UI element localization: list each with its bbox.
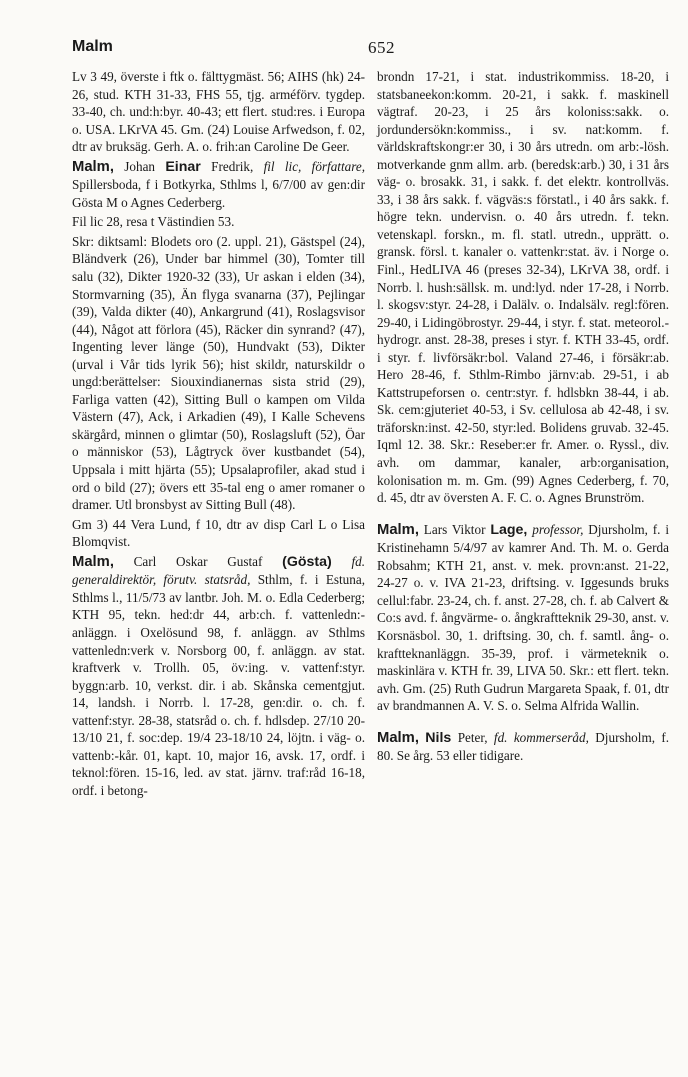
page-header: [72, 38, 664, 62]
spacer: [377, 715, 669, 729]
entry-given-names: Carl Oskar Gustaf: [133, 553, 263, 569]
entry-body: Djursholm, f. 80. Se årg. 53 eller tidigare.: [377, 729, 670, 764]
entry-einar-malm: [72, 158, 365, 212]
entry-given-names: Lars Viktor: [423, 521, 486, 537]
running-head: Malm: [72, 38, 113, 55]
entry-paragraph: Skr: diktsaml: Blodets oro (2. uppl. 21), Gästspel (24), Bländverk (26), Under bar himmel (30), Tomter till salu (32), Dikter 1920-32 (33), Ur askan i elden (34), Stormvarning (35), Än flyga svanarna (37), Pejlingar (39), Valda dikter (40), Ankargrund (41), Roslagsvisor (44), Något att förlora (45), Räcker din synrand? (47), Ingenting lever länge (50), Hundvakt (53), Dikter (urval i Vår tids lyrik 56); hist skildr, naturskildr o ungd:berättelser: Siouxindianernas sista strid (29), Farliga vatten (42), Sitting Bull o kampen om Vilda Västern (47), Ack, i Arkadien (49), I Kalle Schevens skärgård, minnen o glimtar (50), Roslagsluft (52), Öar o människor (53), Lågtryck över kustbandet (54), Uppsala i mitt hjärta (55); Upsalaprofiler, akad stud i ord o bild (27); övers ett 35-tal eng o amer romaner o dramer. Utl bronsbyst av Sitting Bull (48).: [72, 233, 365, 513]
entry-first-name: (Gösta): [282, 553, 332, 570]
entry-title: fil lic, författare,: [263, 158, 366, 174]
entry-title: professor,: [532, 521, 584, 537]
entry-body: Djursholm, f. i Kristinehamn 5/4/97 av kamrer And. Th. M. o. Gerda Robsahm; KTH 21, anst. v. mek. provn:anst. 21-22, 24-27 o. v. IVA 21-23, driftsing. v. Iggesunds bruks cellul:fabr. 23-24, ch. f. anst. 27-28, ch. f. ab Calvert & Co:s avd. f. ångvärme- o. ångkraftteknik 29-30, anst. v. Korsnäsbol. 30, 1. driftsing. 30, ch. f. samtl. ång- o. kraftteknanläggn. 35-39, prof. i värmeteknik o. maskinlära v. KTH fr. 39, LIVA 50. Skr.: ett flert. tekn. avh. Gm. (25) Ruth Gudrun Margareta Spaak, f. 01, dtr av brandmannen A. V. S. o. Selma Alfrida Wallin.: [377, 521, 669, 714]
entry-surname: Malm,: [72, 553, 114, 570]
entry-paragraph: Gm 3) 44 Vera Lund, f 10, dtr av disp Carl L o Lisa Blomqvist.: [72, 516, 365, 550]
page-number: 652: [368, 38, 395, 57]
left-column: [72, 68, 365, 799]
entry-nils-malm: [377, 729, 669, 765]
spacer: [377, 507, 669, 521]
entry-title: fd. kommerseråd,: [493, 729, 589, 745]
entry-title: fd. generaldirektör, förutv. statsråd,: [72, 553, 366, 588]
entry-first-name: Einar: [165, 158, 201, 175]
entry-surname: Malm,: [377, 729, 419, 746]
entry-surname: Malm,: [377, 521, 419, 538]
entry-body: Spillersboda, f i Botkyrka, Sthlms l, 6/7/00 av gen:dir Gösta M o Agnes Cederberg.: [72, 177, 365, 210]
entry-first-name: Lage,: [490, 521, 528, 538]
entry-middle-name: Fredrik,: [211, 158, 254, 174]
entry-body: Sthlm, f. i Estuna, Sthlms l., 11/5/73 av lantbr. Joh. M. o. Edla Cederberg; KTH 95, tekn. hed:dr 44, arb:ch. f. vattenledn:-anläggn. i Oxelösund 98, f. anläggn. av Sthlms vattenledn:verk v. Norsborg 00, f. anläggn. av stat. kraftverk v. Trollh. 05, öv:ing. v. vattenf:styr. byggn:arb. 10, verkst. dir. i ab. Skånska cementgjut. 14, landsh. i Norrb. l. 17-28, gen:dir. o. ch. f. vattenf:styr. 28-38, statsråd o. ch. f. hdlsdep. 27/10 20-13/10 21, f. soc:dep. 19/4 23-18/10 24, löjtn. i väg- o. vattenb:-kår. 01, kapt. 10, major 16, avsk. 17, ordf. i teknol:fören. 15-16, led. av stat. järnv. traf:råd 16-18, ordf. i betong-: [72, 572, 366, 798]
entry-paragraph: Fil lic 28, resa t Västindien 53.: [72, 214, 235, 230]
entry-first-name: Nils: [425, 729, 452, 746]
entry-continuation: brondn 17-21, i stat. industrikommiss. 18-20, i statsbaneekon:komm. 20-21, i sakk. f. maskinell vägtraf. 20-23, i 25 års koloniss:sakk. o. jordundersökn:kommiss., i sv. nat:komm. f. världskraftskongr:er 30, i 30 års utredn. om arb:-lösh. motverkande gnm allm. arb. (beredsk:arb.) 30, i 31 års väg- o. brosakk. 31, i sakk. f. det elektr. kontrollväs. 33, i 38 års sakk. f. vägväs:s förstatl., i 40 års sakk. f. högre tekn. undervisn. o. 40 års utredn. f. tekn. vetenskapl. forskn., m. fl. statl. utredn., upprätt. o. gransk. försl. t. kanaler o. vattenkr:stat. äv. i Norge o. Finl., HedLIVA 46 (preses 32-34), LKrVA 38, ordf. i Norrb. l. hush:sällsk. m. und:lyd. nder 17-28, i Norrb. l. skogsv:styr. 24-28, i Dalälv. o. Indalsälv. regl:fören. 29-40, i Lidingöbrostyr. 29-44, i styr. f. stat. meteorol.-hydrogr. anst. 28-38, preses i styr. f. KTH 33-45, ordf. i styr. f. livförsäkr:bol. Valand 27-46, i försäkr:ab. Hero 28-46, f. Sthlm-Rimbo järnv:ab. 29-51, i ab Kattstrupeforsen o. centr:styr. f. hdlsbkn 38-44, i ab. Sk. cem:gjuteriet 40-53, i Sv. cellulosa ab 42-48, i sv. träforskn:inst. 42-50, styr:led. Bolidens gruvab. 32-45. Iqml 12. 38. Skr.: Reseber:er fr. Amer. o. Ryssl., div. avh. om dammar, kanaler, arb:organisation, kolonisation m. m. Gm. (99) Agnes Cederberg, f. 70, d. 45, dtr av översten A. F. C. o. Agnes Brunström.: [377, 69, 669, 506]
entry-surname: Malm,: [72, 158, 114, 175]
entry-given-names: Johan: [124, 158, 156, 174]
right-column: [377, 68, 669, 765]
entry-given-names: Peter,: [457, 729, 488, 745]
entry-continuation: Lv 3 49, överste i ftk o. fälttygmäst. 56; AIHS (hk) 24-26, stud. KTH 31-33, FHS 55, tjg. arméförv. tygdep. 33-40, ch. und:h:byr. 40-43; ett flert. stud:res. i Europa o. USA. LKrVA 45. Gm. (24) Louise Arfwedson, f. 02, dtr av bruksäg. Gerh. A. o. frih:an Caroline De Geer.: [72, 69, 365, 155]
entry-lage-malm: [377, 521, 669, 715]
entry-gosta-malm: [72, 553, 365, 800]
